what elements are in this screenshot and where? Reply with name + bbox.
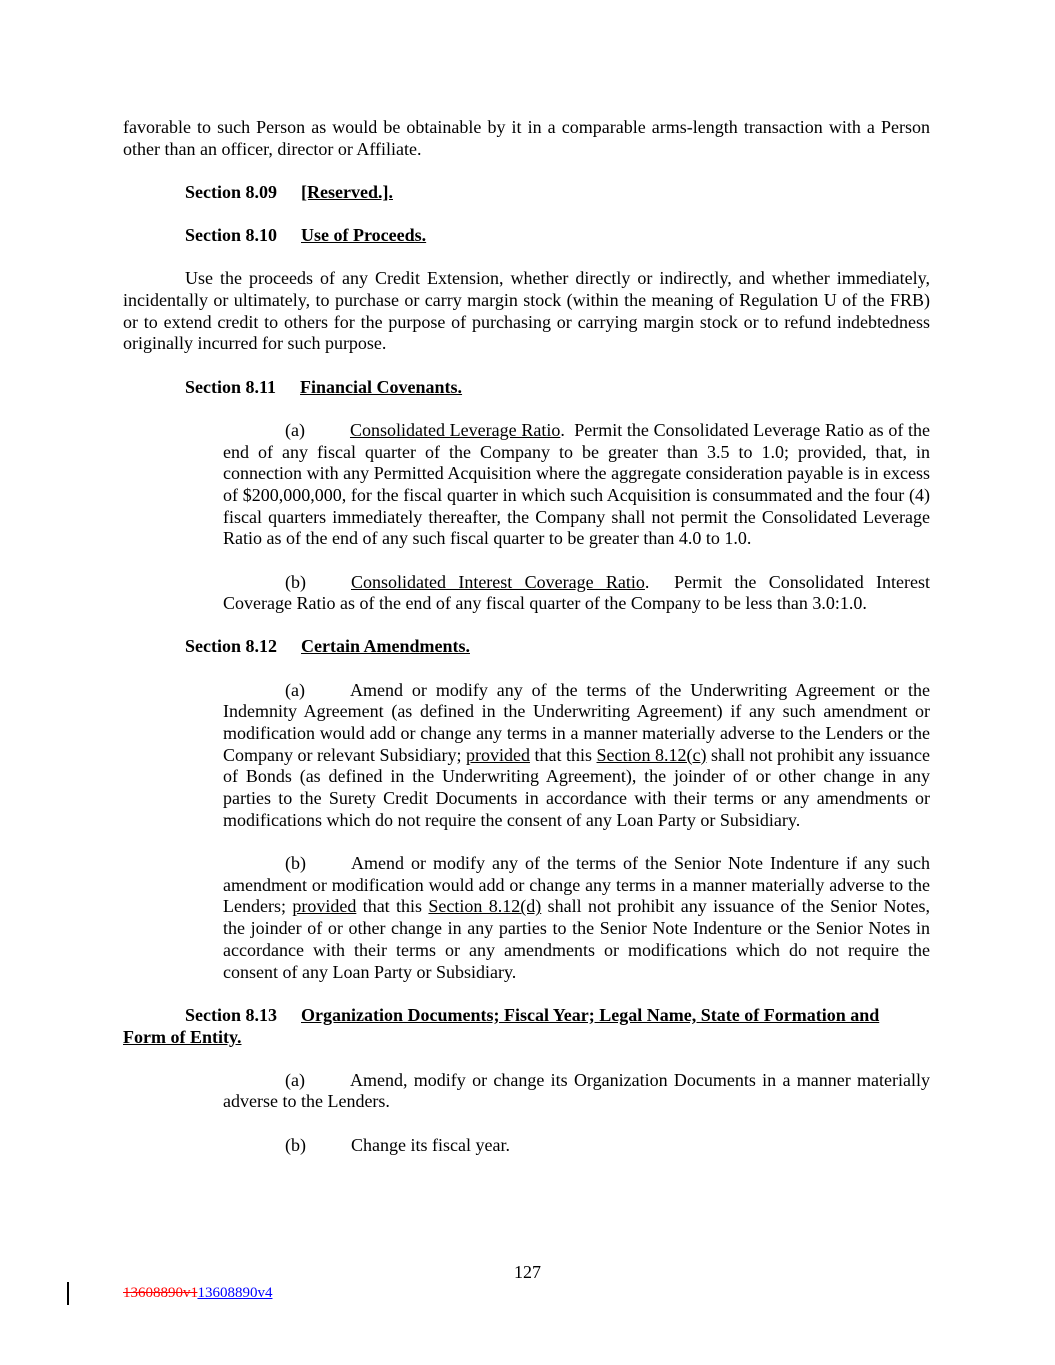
section-title: Financial Covenants. [300, 376, 463, 397]
section-heading-8-12 [123, 636, 930, 658]
change-bar [67, 1282, 69, 1305]
section-title: Certain Amendments. [301, 636, 470, 657]
inserted-doc-id: 13608890v4 [197, 1285, 273, 1301]
section-heading-8-10 [123, 225, 930, 247]
subsection-8-13-b: (b) Change its fiscal year. [285, 1134, 510, 1155]
section-heading-8-11 [123, 377, 930, 399]
subsection-8-13-a: (a) Amend, modify or change its Organization Documents in a manner materially adverse to the Lenders. [223, 1069, 930, 1112]
document-body [123, 117, 930, 1156]
deleted-doc-id: 13608890v1 [123, 1285, 198, 1301]
section-number: Section 8.11 [185, 376, 277, 397]
section-title: Use of Proceeds. [301, 225, 427, 246]
subsection-8-12-a: (a) Amend or modify any of the terms of the Underwriting Agreement or the Indemnity Agreement (as defined in the Underwriting Agreement) if any such amendment or modification would add or change any terms in a manner materially adverse to the Lenders or the Company or relevant Subsidiary; provided that this Section 8.12(c) shall not prohibit any issuance of Bonds (as defined in the Underwriting Agreement), the joinder of or other change in any parties to the Surety Credit Documents in accordance with their terms or any amendments or modifications which do not require the consent of any Loan Party or Subsidiary. [223, 679, 931, 830]
section-title: [Reserved.]. [301, 181, 393, 202]
page-number: 127 [514, 1262, 541, 1282]
subsection-8-12-b: (b) Amend or modify any of the terms of the Senior Note Indenture if any such amendment or modification would add or change any terms in a manner materially adverse to the Lenders; provided that this Section 8.12(d) shall not prohibit any issuance of the Senior Notes, the joinder of or other change in any parties to the Senior Note Indenture or the Senior Notes in accordance with their terms or any amendments or modifications which do not require the consent of any Loan Party or Subsidiary. [223, 853, 931, 982]
section-number: Section 8.12 [185, 636, 277, 657]
section-number: Section 8.10 [185, 225, 277, 246]
section-heading-8-09 [123, 182, 930, 204]
paragraph-use-of-proceeds: Use the proceeds of any Credit Extension, whether directly or indirectly, and whether immediately, incidentally or ultimately, to purchase or carry margin stock (within the meaning of Regulation U of the FRB) or to extend credit to others for the purpose of purchasing or carrying margin stock or to refund indebtedness originally incurred for such purpose. [123, 268, 930, 354]
subsection-8-11-b: (b) Consolidated Interest Coverage Ratio. Permit the Consolidated Interest Coverage Ratio as of the end of any fiscal quarter of the Company to be less than 3.0:1.0. [223, 571, 931, 614]
paragraph-intro-continuation: favorable to such Person as would be obtainable by it in a comparable arms-length transaction with a Person other than an officer, director or Affiliate. [123, 117, 930, 159]
subsection-8-11-a: (a) Consolidated Leverage Ratio. Permit the Consolidated Leverage Ratio as of the end of any fiscal quarter of the Company to be greater than 3.5 to 1.0; provided, that, in connection with any Permitted Acquisition where the aggregate consideration payable is in excess of $200,000,000, for the fiscal quarter in which such Acquisition is consummated and the four (4) fiscal quarters immediately thereafter, the Company shall not permit the Consolidated Leverage Ratio as of the end of any such fiscal quarter to be greater than 4.0 to 1.0. [223, 419, 931, 549]
section-number: Section 8.09 [185, 181, 277, 202]
document-version-ids [123, 1284, 272, 1302]
section-heading-8-13: Section 8.13 Organization Documents; Fiscal Year; Legal Name, State of Formation and Form of Entity. [123, 1004, 880, 1047]
